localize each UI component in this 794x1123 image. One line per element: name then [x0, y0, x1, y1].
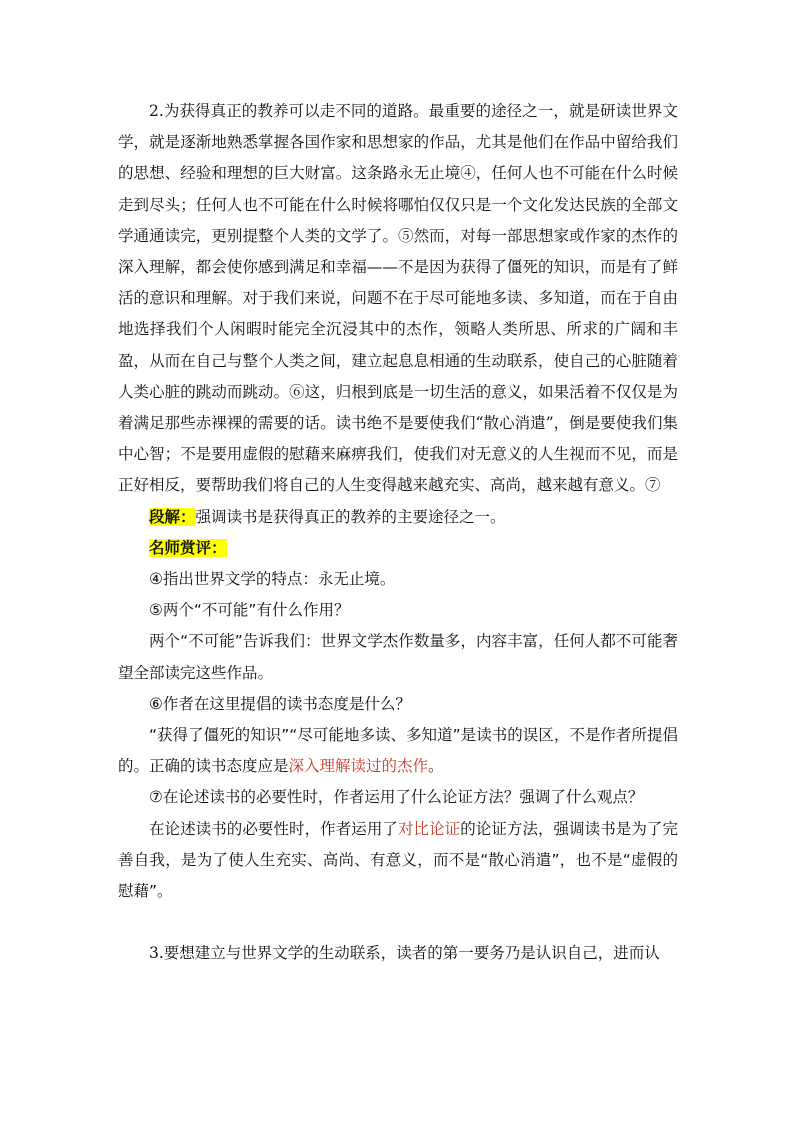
document-content: [118, 96, 678, 969]
note-7-answer-pre: 在论述读书的必要性时，作者运用了: [149, 819, 398, 838]
note-5-answer: 两个“不可能”告诉我们：世界文学杰作数量多，内容丰富，任何人都不可能奢望全部读完这些作品。: [118, 632, 678, 682]
note-5-question: ⑤两个“不可能”有什么作用？: [149, 601, 350, 620]
review-label: 名师赏评：: [149, 538, 227, 557]
note-6-answer-pre: “获得了僵死的知识”“尽可能地多读、多知道”是读书的误区，不是作者所提倡的。正确的读书态度应是: [118, 726, 678, 776]
summary-label: 段解：: [149, 507, 196, 526]
note-7-answer-post: 的论证方法，强调读书是为了完善自我，是为了使人生充实、高尚、有意义，而不是“散心消遣”，也不是“虚假的慰藉”。: [118, 819, 678, 901]
note-7-answer-emphasis: 对比论证: [397, 819, 461, 838]
section-spacer: [118, 907, 678, 938]
summary-line: [118, 502, 678, 533]
passage-3: 3.要想建立与世界文学的生动联系，读者的第一要务乃是认识自己，进而认: [149, 944, 660, 963]
passage-2: 2.为获得真正的教养可以走不同的道路。最重要的途径之一，就是研读世界文学，就是逐渐地熟悉掌握各国作家和思想家的作品，尤其是他们在作品中留给我们的思想、经验和理想的巨大财富。这条路永无止境④，任何人也不可能在什么时候走到尽头；任何人也不可能在什么时候将哪怕仅仅只是一个文化发达民族的全部文学通通读完，更别提整个人类的文学了。⑤然而，对每一部思想家或作家的杰作的深入理解，都会使你感到满足和幸福——不是因为获得了僵死的知识，而是有了鲜活的意识和理解。对于我们来说，问题不在于尽可能地多读、多知道，而在于自由地选择我们个人闲暇时能完全沉浸其中的杰作，领略人类所思、所求的广阔和丰盈，从而在自己与整个人类之间，建立起息息相通的生动联系，使自己的心脏随着人类心脏的跳动而跳动。⑥这，归根到底是一切生活的意义，如果活着不仅仅是为着满足那些赤裸裸的需要的话。读书绝不是要使我们“散心消遣”，倒是要使我们集中心智；不是要用虚假的慰藉来麻痹我们，使我们对无意义的人生视而不见，而是正好相反，要帮助我们将自己的人生变得越来越充实、高尚，越来越有意义。⑦: [118, 102, 678, 495]
summary-text: 强调读书是获得真正的教养的主要途径之一。: [195, 507, 506, 526]
review-heading: [118, 533, 678, 564]
note-6-question: ⑥作者在这里提倡的读书态度是什么？: [149, 694, 411, 713]
note-4: ④指出世界文学的特点：永无止境。: [149, 570, 396, 589]
note-6-answer: [118, 720, 678, 782]
note-6-answer-emphasis: 深入理解读过的杰作: [288, 757, 429, 776]
note-7-answer: [118, 814, 678, 908]
note-6-answer-post: 。: [428, 757, 444, 776]
note-7-question: ⑦在论述读书的必要性时，作者运用了什么论证方法？强调了什么观点？: [149, 788, 644, 807]
